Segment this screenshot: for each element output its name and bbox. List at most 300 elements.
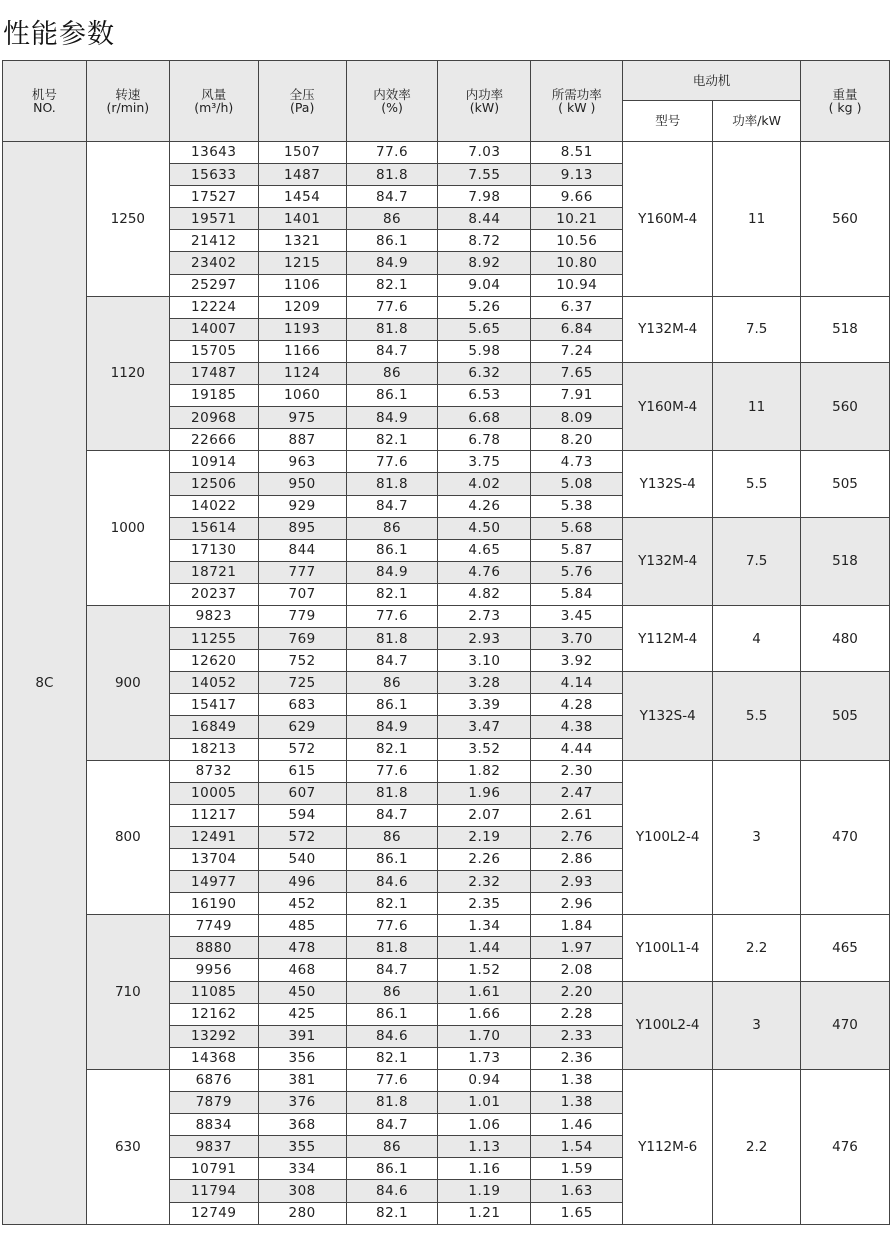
efficiency-cell: 82.1 [346, 1202, 438, 1224]
pressure-cell: 368 [258, 1114, 346, 1136]
flow-cell: 17527 [169, 186, 258, 208]
pressure-cell: 572 [258, 738, 346, 760]
header-flow: 风量 (m³/h) [169, 61, 258, 142]
table-row [3, 605, 890, 627]
motor-type-cell: Y112M-4 [623, 605, 713, 671]
required-power-cell: 9.13 [531, 164, 623, 186]
efficiency-cell: 86 [346, 1136, 438, 1158]
weight-cell: 476 [801, 1069, 890, 1224]
efficiency-cell: 84.7 [346, 959, 438, 981]
flow-cell: 8834 [169, 1114, 258, 1136]
flow-cell: 14368 [169, 1047, 258, 1069]
header-model: 机号 NO. [3, 61, 87, 142]
inner-power-cell: 5.98 [438, 340, 531, 362]
efficiency-cell: 77.6 [346, 451, 438, 473]
flow-cell: 11794 [169, 1180, 258, 1202]
flow-cell: 16849 [169, 716, 258, 738]
pressure-cell: 950 [258, 473, 346, 495]
pressure-cell: 572 [258, 826, 346, 848]
inner-power-cell: 1.34 [438, 915, 531, 937]
inner-power-cell: 6.53 [438, 385, 531, 407]
weight-cell: 560 [801, 142, 890, 297]
weight-cell: 505 [801, 451, 890, 517]
inner-power-cell: 1.06 [438, 1114, 531, 1136]
speed-cell: 1250 [86, 142, 169, 297]
inner-power-cell: 2.35 [438, 893, 531, 915]
header-efficiency: 内效率 (%) [346, 61, 438, 142]
pressure-cell: 594 [258, 804, 346, 826]
inner-power-cell: 3.28 [438, 672, 531, 694]
efficiency-cell: 86.1 [346, 694, 438, 716]
pressure-cell: 1507 [258, 142, 346, 164]
efficiency-cell: 84.7 [346, 340, 438, 362]
required-power-cell: 4.28 [531, 694, 623, 716]
pressure-cell: 963 [258, 451, 346, 473]
motor-type-cell: Y100L2-4 [623, 760, 713, 915]
required-power-cell: 4.73 [531, 451, 623, 473]
efficiency-cell: 84.7 [346, 186, 438, 208]
motor-type-cell: Y132S-4 [623, 672, 713, 760]
pressure-cell: 844 [258, 539, 346, 561]
efficiency-cell: 77.6 [346, 142, 438, 164]
motor-type-cell: Y160M-4 [623, 142, 713, 297]
table-row [3, 451, 890, 473]
header-weight: 重量 ( kg ) [801, 61, 890, 142]
flow-cell: 17487 [169, 362, 258, 384]
required-power-cell: 4.38 [531, 716, 623, 738]
flow-cell: 6876 [169, 1069, 258, 1091]
pressure-cell: 334 [258, 1158, 346, 1180]
required-power-cell: 2.96 [531, 893, 623, 915]
flow-cell: 15633 [169, 164, 258, 186]
efficiency-cell: 84.9 [346, 252, 438, 274]
efficiency-cell: 84.7 [346, 804, 438, 826]
table-row [3, 142, 890, 164]
inner-power-cell: 2.93 [438, 628, 531, 650]
inner-power-cell: 1.44 [438, 937, 531, 959]
flow-cell: 17130 [169, 539, 258, 561]
flow-cell: 16190 [169, 893, 258, 915]
weight-cell: 465 [801, 915, 890, 981]
pressure-cell: 308 [258, 1180, 346, 1202]
performance-table [2, 60, 890, 1225]
required-power-cell: 10.21 [531, 208, 623, 230]
flow-cell: 8732 [169, 760, 258, 782]
inner-power-cell: 2.32 [438, 871, 531, 893]
required-power-cell: 7.91 [531, 385, 623, 407]
pressure-cell: 450 [258, 981, 346, 1003]
inner-power-cell: 4.76 [438, 561, 531, 583]
pressure-cell: 452 [258, 893, 346, 915]
inner-power-cell: 2.07 [438, 804, 531, 826]
flow-cell: 8880 [169, 937, 258, 959]
inner-power-cell: 6.68 [438, 407, 531, 429]
flow-cell: 19185 [169, 385, 258, 407]
required-power-cell: 2.93 [531, 871, 623, 893]
flow-cell: 14977 [169, 871, 258, 893]
table-row [3, 296, 890, 318]
table-row [3, 760, 890, 782]
speed-cell: 1000 [86, 451, 169, 606]
pressure-cell: 887 [258, 429, 346, 451]
required-power-cell: 4.14 [531, 672, 623, 694]
efficiency-cell: 81.8 [346, 937, 438, 959]
efficiency-cell: 81.8 [346, 1092, 438, 1114]
required-power-cell: 10.94 [531, 274, 623, 296]
motor-power-cell: 2.2 [713, 1069, 801, 1224]
flow-cell: 14052 [169, 672, 258, 694]
motor-power-cell: 11 [713, 362, 801, 450]
inner-power-cell: 3.39 [438, 694, 531, 716]
inner-power-cell: 1.19 [438, 1180, 531, 1202]
inner-power-cell: 5.26 [438, 296, 531, 318]
flow-cell: 9956 [169, 959, 258, 981]
pressure-cell: 1454 [258, 186, 346, 208]
flow-cell: 7749 [169, 915, 258, 937]
efficiency-cell: 77.6 [346, 1069, 438, 1091]
pressure-cell: 629 [258, 716, 346, 738]
model-no-cell: 8C [3, 142, 87, 1225]
pressure-cell: 1487 [258, 164, 346, 186]
required-power-cell: 1.65 [531, 1202, 623, 1224]
required-power-cell: 10.56 [531, 230, 623, 252]
inner-power-cell: 1.13 [438, 1136, 531, 1158]
efficiency-cell: 86.1 [346, 539, 438, 561]
flow-cell: 15705 [169, 340, 258, 362]
speed-cell: 630 [86, 1069, 169, 1224]
motor-type-cell: Y112M-6 [623, 1069, 713, 1224]
efficiency-cell: 86 [346, 517, 438, 539]
motor-type-cell: Y132S-4 [623, 451, 713, 517]
efficiency-cell: 84.6 [346, 871, 438, 893]
pressure-cell: 391 [258, 1025, 346, 1047]
pressure-cell: 540 [258, 849, 346, 871]
efficiency-cell: 81.8 [346, 318, 438, 340]
flow-cell: 13704 [169, 849, 258, 871]
flow-cell: 19571 [169, 208, 258, 230]
efficiency-cell: 84.9 [346, 716, 438, 738]
inner-power-cell: 1.73 [438, 1047, 531, 1069]
required-power-cell: 2.33 [531, 1025, 623, 1047]
pressure-cell: 355 [258, 1136, 346, 1158]
speed-cell: 900 [86, 605, 169, 760]
efficiency-cell: 81.8 [346, 628, 438, 650]
inner-power-cell: 2.19 [438, 826, 531, 848]
motor-type-cell: Y100L1-4 [623, 915, 713, 981]
motor-type-cell: Y100L2-4 [623, 981, 713, 1069]
pressure-cell: 895 [258, 517, 346, 539]
efficiency-cell: 82.1 [346, 429, 438, 451]
inner-power-cell: 6.78 [438, 429, 531, 451]
efficiency-cell: 86.1 [346, 1158, 438, 1180]
header-inner-power: 内功率 (kW) [438, 61, 531, 142]
flow-cell: 11085 [169, 981, 258, 1003]
pressure-cell: 1321 [258, 230, 346, 252]
efficiency-cell: 77.6 [346, 296, 438, 318]
motor-power-cell: 5.5 [713, 672, 801, 760]
required-power-cell: 1.54 [531, 1136, 623, 1158]
efficiency-cell: 82.1 [346, 274, 438, 296]
pressure-cell: 1166 [258, 340, 346, 362]
table-row [3, 915, 890, 937]
required-power-cell: 2.47 [531, 782, 623, 804]
flow-cell: 11217 [169, 804, 258, 826]
motor-power-cell: 7.5 [713, 296, 801, 362]
efficiency-cell: 81.8 [346, 164, 438, 186]
efficiency-cell: 86.1 [346, 230, 438, 252]
flow-cell: 13292 [169, 1025, 258, 1047]
required-power-cell: 7.65 [531, 362, 623, 384]
required-power-cell: 4.44 [531, 738, 623, 760]
pressure-cell: 1193 [258, 318, 346, 340]
efficiency-cell: 84.7 [346, 495, 438, 517]
efficiency-cell: 84.7 [346, 1114, 438, 1136]
inner-power-cell: 7.55 [438, 164, 531, 186]
efficiency-cell: 77.6 [346, 915, 438, 937]
required-power-cell: 2.86 [531, 849, 623, 871]
inner-power-cell: 2.26 [438, 849, 531, 871]
header-required-power: 所需功率 ( kW ) [531, 61, 623, 142]
required-power-cell: 1.84 [531, 915, 623, 937]
required-power-cell: 3.45 [531, 605, 623, 627]
required-power-cell: 6.84 [531, 318, 623, 340]
pressure-cell: 929 [258, 495, 346, 517]
required-power-cell: 5.76 [531, 561, 623, 583]
required-power-cell: 5.68 [531, 517, 623, 539]
motor-power-cell: 3 [713, 760, 801, 915]
motor-power-cell: 2.2 [713, 915, 801, 981]
flow-cell: 15417 [169, 694, 258, 716]
efficiency-cell: 84.6 [346, 1025, 438, 1047]
inner-power-cell: 6.32 [438, 362, 531, 384]
inner-power-cell: 4.65 [438, 539, 531, 561]
pressure-cell: 1124 [258, 362, 346, 384]
inner-power-cell: 2.73 [438, 605, 531, 627]
flow-cell: 20237 [169, 583, 258, 605]
required-power-cell: 2.08 [531, 959, 623, 981]
efficiency-cell: 86 [346, 208, 438, 230]
efficiency-cell: 82.1 [346, 893, 438, 915]
table-body [3, 142, 890, 1225]
header-motor: 电动机 [623, 61, 801, 101]
required-power-cell: 1.38 [531, 1092, 623, 1114]
pressure-cell: 381 [258, 1069, 346, 1091]
table-row [3, 1069, 890, 1091]
flow-cell: 18721 [169, 561, 258, 583]
required-power-cell: 5.08 [531, 473, 623, 495]
required-power-cell: 8.09 [531, 407, 623, 429]
pressure-cell: 1215 [258, 252, 346, 274]
pressure-cell: 779 [258, 605, 346, 627]
required-power-cell: 10.80 [531, 252, 623, 274]
pressure-cell: 1060 [258, 385, 346, 407]
pressure-cell: 725 [258, 672, 346, 694]
weight-cell: 470 [801, 981, 890, 1069]
flow-cell: 12491 [169, 826, 258, 848]
inner-power-cell: 4.02 [438, 473, 531, 495]
pressure-cell: 376 [258, 1092, 346, 1114]
pressure-cell: 425 [258, 1003, 346, 1025]
pressure-cell: 496 [258, 871, 346, 893]
inner-power-cell: 1.16 [438, 1158, 531, 1180]
inner-power-cell: 4.82 [438, 583, 531, 605]
pressure-cell: 615 [258, 760, 346, 782]
pressure-cell: 485 [258, 915, 346, 937]
inner-power-cell: 7.98 [438, 186, 531, 208]
efficiency-cell: 84.7 [346, 650, 438, 672]
efficiency-cell: 77.6 [346, 605, 438, 627]
inner-power-cell: 1.52 [438, 959, 531, 981]
required-power-cell: 1.63 [531, 1180, 623, 1202]
efficiency-cell: 81.8 [346, 782, 438, 804]
flow-cell: 12162 [169, 1003, 258, 1025]
flow-cell: 10791 [169, 1158, 258, 1180]
efficiency-cell: 84.9 [346, 407, 438, 429]
flow-cell: 18213 [169, 738, 258, 760]
required-power-cell: 5.38 [531, 495, 623, 517]
weight-cell: 518 [801, 296, 890, 362]
pressure-cell: 769 [258, 628, 346, 650]
efficiency-cell: 86.1 [346, 1003, 438, 1025]
motor-power-cell: 11 [713, 142, 801, 297]
pressure-cell: 683 [258, 694, 346, 716]
inner-power-cell: 1.21 [438, 1202, 531, 1224]
pressure-cell: 777 [258, 561, 346, 583]
pressure-cell: 280 [258, 1202, 346, 1224]
required-power-cell: 1.59 [531, 1158, 623, 1180]
flow-cell: 15614 [169, 517, 258, 539]
flow-cell: 9823 [169, 605, 258, 627]
motor-type-cell: Y160M-4 [623, 362, 713, 450]
flow-cell: 10005 [169, 782, 258, 804]
inner-power-cell: 8.44 [438, 208, 531, 230]
speed-cell: 710 [86, 915, 169, 1070]
flow-cell: 12506 [169, 473, 258, 495]
motor-type-cell: Y132M-4 [623, 296, 713, 362]
efficiency-cell: 86.1 [346, 849, 438, 871]
efficiency-cell: 82.1 [346, 583, 438, 605]
flow-cell: 25297 [169, 274, 258, 296]
inner-power-cell: 3.52 [438, 738, 531, 760]
weight-cell: 480 [801, 605, 890, 671]
efficiency-cell: 82.1 [346, 1047, 438, 1069]
pressure-cell: 752 [258, 650, 346, 672]
efficiency-cell: 82.1 [346, 738, 438, 760]
inner-power-cell: 1.66 [438, 1003, 531, 1025]
inner-power-cell: 7.03 [438, 142, 531, 164]
pressure-cell: 1209 [258, 296, 346, 318]
required-power-cell: 5.84 [531, 583, 623, 605]
flow-cell: 14022 [169, 495, 258, 517]
flow-cell: 13643 [169, 142, 258, 164]
inner-power-cell: 4.26 [438, 495, 531, 517]
flow-cell: 22666 [169, 429, 258, 451]
inner-power-cell: 1.01 [438, 1092, 531, 1114]
flow-cell: 12620 [169, 650, 258, 672]
required-power-cell: 3.70 [531, 628, 623, 650]
required-power-cell: 2.76 [531, 826, 623, 848]
efficiency-cell: 86 [346, 672, 438, 694]
required-power-cell: 6.37 [531, 296, 623, 318]
required-power-cell: 9.66 [531, 186, 623, 208]
speed-cell: 800 [86, 760, 169, 915]
pressure-cell: 975 [258, 407, 346, 429]
pressure-cell: 607 [258, 782, 346, 804]
motor-power-cell: 4 [713, 605, 801, 671]
header-speed: 转速 (r/min) [86, 61, 169, 142]
header-pressure: 全压 (Pa) [258, 61, 346, 142]
inner-power-cell: 1.96 [438, 782, 531, 804]
inner-power-cell: 4.50 [438, 517, 531, 539]
pressure-cell: 356 [258, 1047, 346, 1069]
flow-cell: 12749 [169, 1202, 258, 1224]
flow-cell: 14007 [169, 318, 258, 340]
required-power-cell: 1.38 [531, 1069, 623, 1091]
flow-cell: 20968 [169, 407, 258, 429]
pressure-cell: 468 [258, 959, 346, 981]
required-power-cell: 1.46 [531, 1114, 623, 1136]
weight-cell: 518 [801, 517, 890, 605]
efficiency-cell: 77.6 [346, 760, 438, 782]
inner-power-cell: 8.72 [438, 230, 531, 252]
table-header [3, 61, 890, 142]
required-power-cell: 8.20 [531, 429, 623, 451]
inner-power-cell: 5.65 [438, 318, 531, 340]
efficiency-cell: 84.9 [346, 561, 438, 583]
required-power-cell: 2.36 [531, 1047, 623, 1069]
flow-cell: 21412 [169, 230, 258, 252]
inner-power-cell: 3.10 [438, 650, 531, 672]
header-motor-power: 功率/kW [713, 101, 801, 142]
flow-cell: 12224 [169, 296, 258, 318]
required-power-cell: 8.51 [531, 142, 623, 164]
motor-type-cell: Y132M-4 [623, 517, 713, 605]
inner-power-cell: 1.61 [438, 981, 531, 1003]
pressure-cell: 1401 [258, 208, 346, 230]
motor-power-cell: 7.5 [713, 517, 801, 605]
flow-cell: 7879 [169, 1092, 258, 1114]
flow-cell: 23402 [169, 252, 258, 274]
motor-power-cell: 3 [713, 981, 801, 1069]
inner-power-cell: 9.04 [438, 274, 531, 296]
flow-cell: 11255 [169, 628, 258, 650]
weight-cell: 470 [801, 760, 890, 915]
efficiency-cell: 86.1 [346, 385, 438, 407]
inner-power-cell: 8.92 [438, 252, 531, 274]
efficiency-cell: 84.6 [346, 1180, 438, 1202]
header-motor-type: 型号 [623, 101, 713, 142]
inner-power-cell: 3.47 [438, 716, 531, 738]
inner-power-cell: 0.94 [438, 1069, 531, 1091]
page-title: 性能参数 [3, 19, 115, 50]
required-power-cell: 5.87 [531, 539, 623, 561]
required-power-cell: 3.92 [531, 650, 623, 672]
pressure-cell: 1106 [258, 274, 346, 296]
required-power-cell: 2.61 [531, 804, 623, 826]
efficiency-cell: 81.8 [346, 473, 438, 495]
efficiency-cell: 86 [346, 362, 438, 384]
inner-power-cell: 1.82 [438, 760, 531, 782]
motor-power-cell: 5.5 [713, 451, 801, 517]
flow-cell: 10914 [169, 451, 258, 473]
pressure-cell: 707 [258, 583, 346, 605]
efficiency-cell: 86 [346, 981, 438, 1003]
pressure-cell: 478 [258, 937, 346, 959]
required-power-cell: 2.20 [531, 981, 623, 1003]
required-power-cell: 2.28 [531, 1003, 623, 1025]
efficiency-cell: 86 [346, 826, 438, 848]
weight-cell: 560 [801, 362, 890, 450]
